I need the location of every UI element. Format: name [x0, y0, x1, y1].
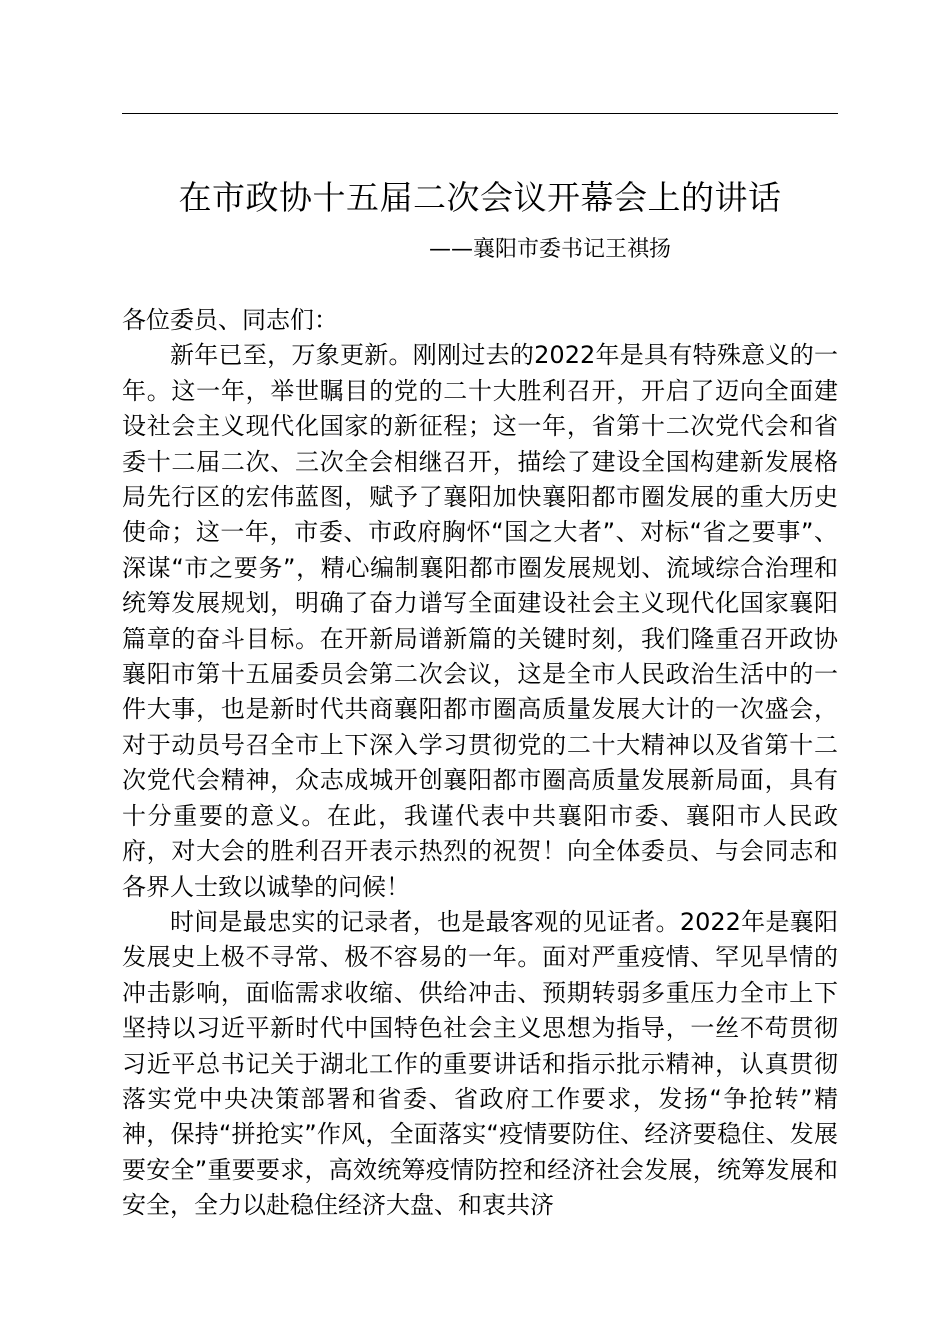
paragraph-2: 时间是最忠实的记录者，也是最客观的见证者。2022年是襄阳发展史上极不寻常、极不容易的一年。面对严重疫情、罕见旱情的冲击影响，面临需求收缩、供给冲击、预期转弱多重压力全市上下坚持以习近平新时代中国特色社会主义思想为指导，一丝不苟贯彻习近平总书记关于湖北工作的重要讲话和指示批示精神，认真贯彻落实党中央决策部署和省委、省政府工作要求，发扬“争抢转”精神，保持“拼抢实”作风，全面落实“疫情要防住、经济要稳住、发展要安全”重要要求，高效统筹疫情防控和经济社会发展，统筹发展和安全，全力以赴稳住经济大盘、和衷共济	[122, 907, 838, 1220]
document-subtitle: ——襄阳市委书记王祺扬	[428, 237, 671, 262]
document-body	[122, 303, 838, 1224]
document-title: 在市政协十五届二次会议开幕会上的讲话	[178, 178, 782, 217]
paragraph-1: 新年已至，万象更新。刚刚过去的2022年是具有特殊意义的一年。这一年，举世瞩目的党的二十大胜利召开，开启了迈向全面建设社会主义现代化国家的新征程；这一年，省第十二次党代会和省委十二届二次、三次全会相继召开，描绘了建设全国构建新发展格局先行区的宏伟蓝图，赋予了襄阳加快襄阳都市圈发展的重大历史使命；这一年，市委、市政府胸怀“国之大者”、对标“省之要事”、深谋“市之要务”，精心编制襄阳都市圈发展规划、流域综合治理和统筹发展规划，明确了奋力谱写全面建设社会主义现代化国家襄阳篇章的奋斗目标。在开新局谱新篇的关键时刻，我们隆重召开政协襄阳市第十五届委员会第二次会议，这是全市人民政治生活中的一件大事，也是新时代共商襄阳都市圈高质量发展大计的一次盛会，对于动员号召全市上下深入学习贯彻党的二十大精神以及省第十二次党代会精神，众志成城开创襄阳都市圈高质量发展新局面，具有十分重要的意义。在此，我谨代表中共襄阳市委、襄阳市人民政府，对大会的胜利召开表示热烈的祝贺！向全体委员、与会同志和各界人士致以诚挚的问候！	[122, 341, 838, 901]
salutation: 各位委员、同志们：	[122, 306, 338, 334]
header-divider	[122, 113, 838, 114]
